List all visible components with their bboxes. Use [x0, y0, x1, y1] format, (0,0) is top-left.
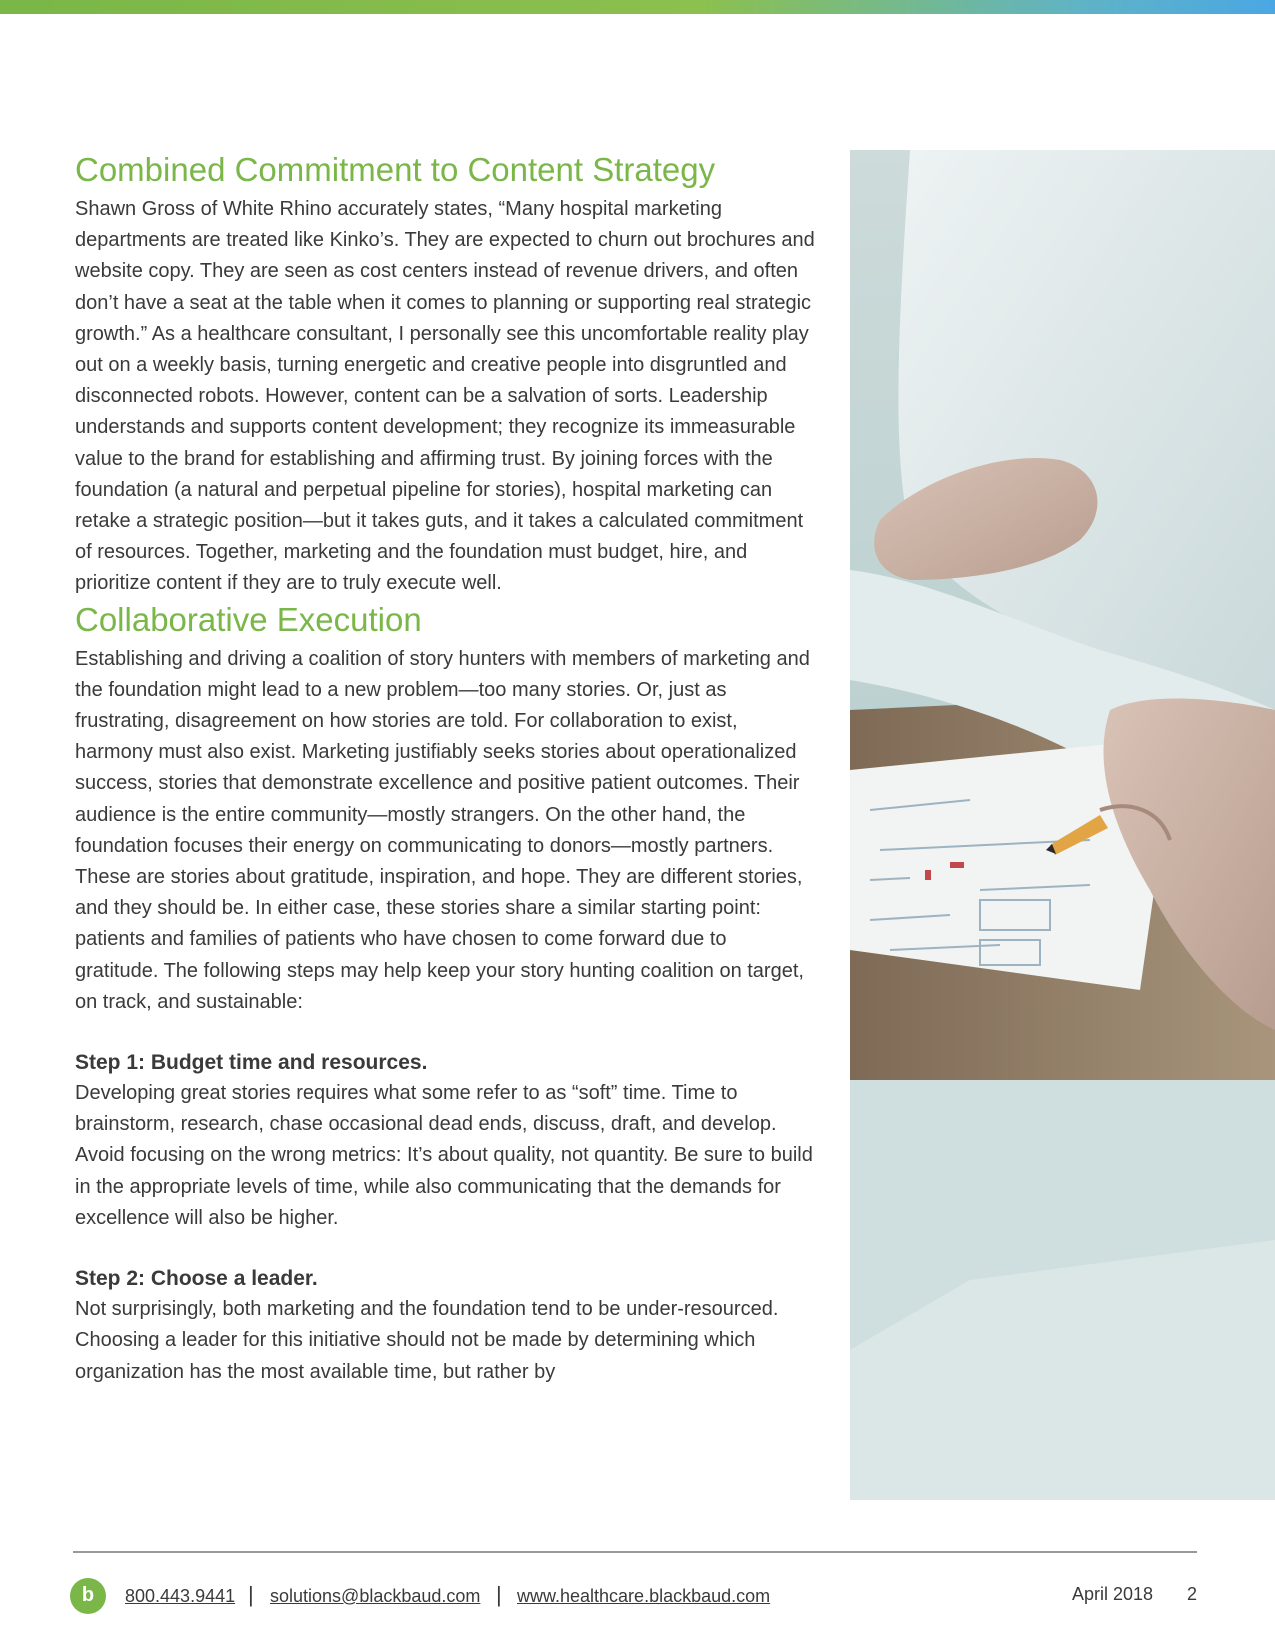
footer-email-link[interactable]: solutions@blackbaud.com	[270, 1586, 481, 1606]
photo-illustration	[850, 150, 1275, 1500]
footer-divider	[73, 1551, 1197, 1553]
footer	[70, 1578, 1205, 1618]
photo-hands-writing-notes	[850, 150, 1275, 1500]
blackbaud-logo-icon	[70, 1578, 106, 1614]
step-2-title: Step 2: Choose a leader.	[75, 1267, 318, 1291]
section-body-collaborative-execution: Establishing and driving a coalition of story hunters with members of marketing and the foundation might lead to a new problem—too many stories. Or, just as frustrating, disagreement on how stories are told. For collaboration to exist, harmony must also exist. Marketing justifiably seeks stories about operationalized success, stories that demonstrate excellence and positive patient outcomes. Their audience is the entire community—mostly strangers. On the other hand, the foundation focuses their energy on communicating to donors—mostly partners. These are stories about gratitude, inspiration, and hope. They are different stories, and they should be. In either case, these stories share a similar starting point: patients and families of patients who have chosen to come forward due to gratitude. The following steps may help keep your story hunting coalition on target, on track, and sustainable:	[75, 647, 810, 1013]
footer-website-link[interactable]: www.healthcare.blackbaud.com	[517, 1586, 771, 1606]
step-2-body: Not surprisingly, both marketing and the foundation tend to be under-resourced. Choosing a leader for this initiative should not be made by determining which organization has the most available time, but rather by	[75, 1298, 779, 1383]
section-heading-collaborative-execution: Collaborative Execution	[75, 600, 422, 638]
logo-glyph: b	[81, 1584, 95, 1606]
footer-separator: |	[496, 1582, 502, 1607]
article-content	[75, 150, 815, 1388]
step-1-title: Step 1: Budget time and resources.	[75, 1051, 428, 1075]
footer-separator: |	[248, 1582, 254, 1607]
step-1-body: Developing great stories requires what some refer to as “soft” time. Time to brainstorm, research, chase occasional dead ends, discuss, draft, and develop. Avoid focusing on the wrong metrics: It’s about quality, not quantity. Be sure to build in the appropriate levels of time, while also communicating that the demands for excellence will also be higher.	[75, 1082, 813, 1229]
page-number: 2	[1187, 1584, 1198, 1604]
footer-date: April 2018	[1072, 1584, 1154, 1604]
top-gradient-bar	[0, 0, 1275, 14]
footer-phone-link[interactable]: 800.443.9441	[125, 1586, 236, 1606]
section-heading-content-strategy: Combined Commitment to Content Strategy	[75, 151, 716, 188]
section-body-content-strategy: Shawn Gross of White Rhino accurately states, “Many hospital marketing departments are treated like Kinko’s. They are expected to churn out brochures and website copy. They are seen as cost centers instead of revenue drivers, and often don’t have a seat at the table when it comes to planning or supporting real strategic growth.” As a healthcare consultant, I personally see this uncomfortable reality play out on a weekly basis, turning energetic and creative people into disgruntled and disconnected robots. However, content can be a salvation of sorts. Leadership understands and supports content development; they recognize its immeasurable value to the brand for establishing and affirming trust. By joining forces with the foundation (a natural and perpetual pipeline for stories), hospital marketing can retake a strategic position—but it takes guts, and it takes a calculated commitment of resources. Together, marketing and the foundation must budget, hire, and prioritize content if they are to truly execute well.	[75, 198, 815, 595]
